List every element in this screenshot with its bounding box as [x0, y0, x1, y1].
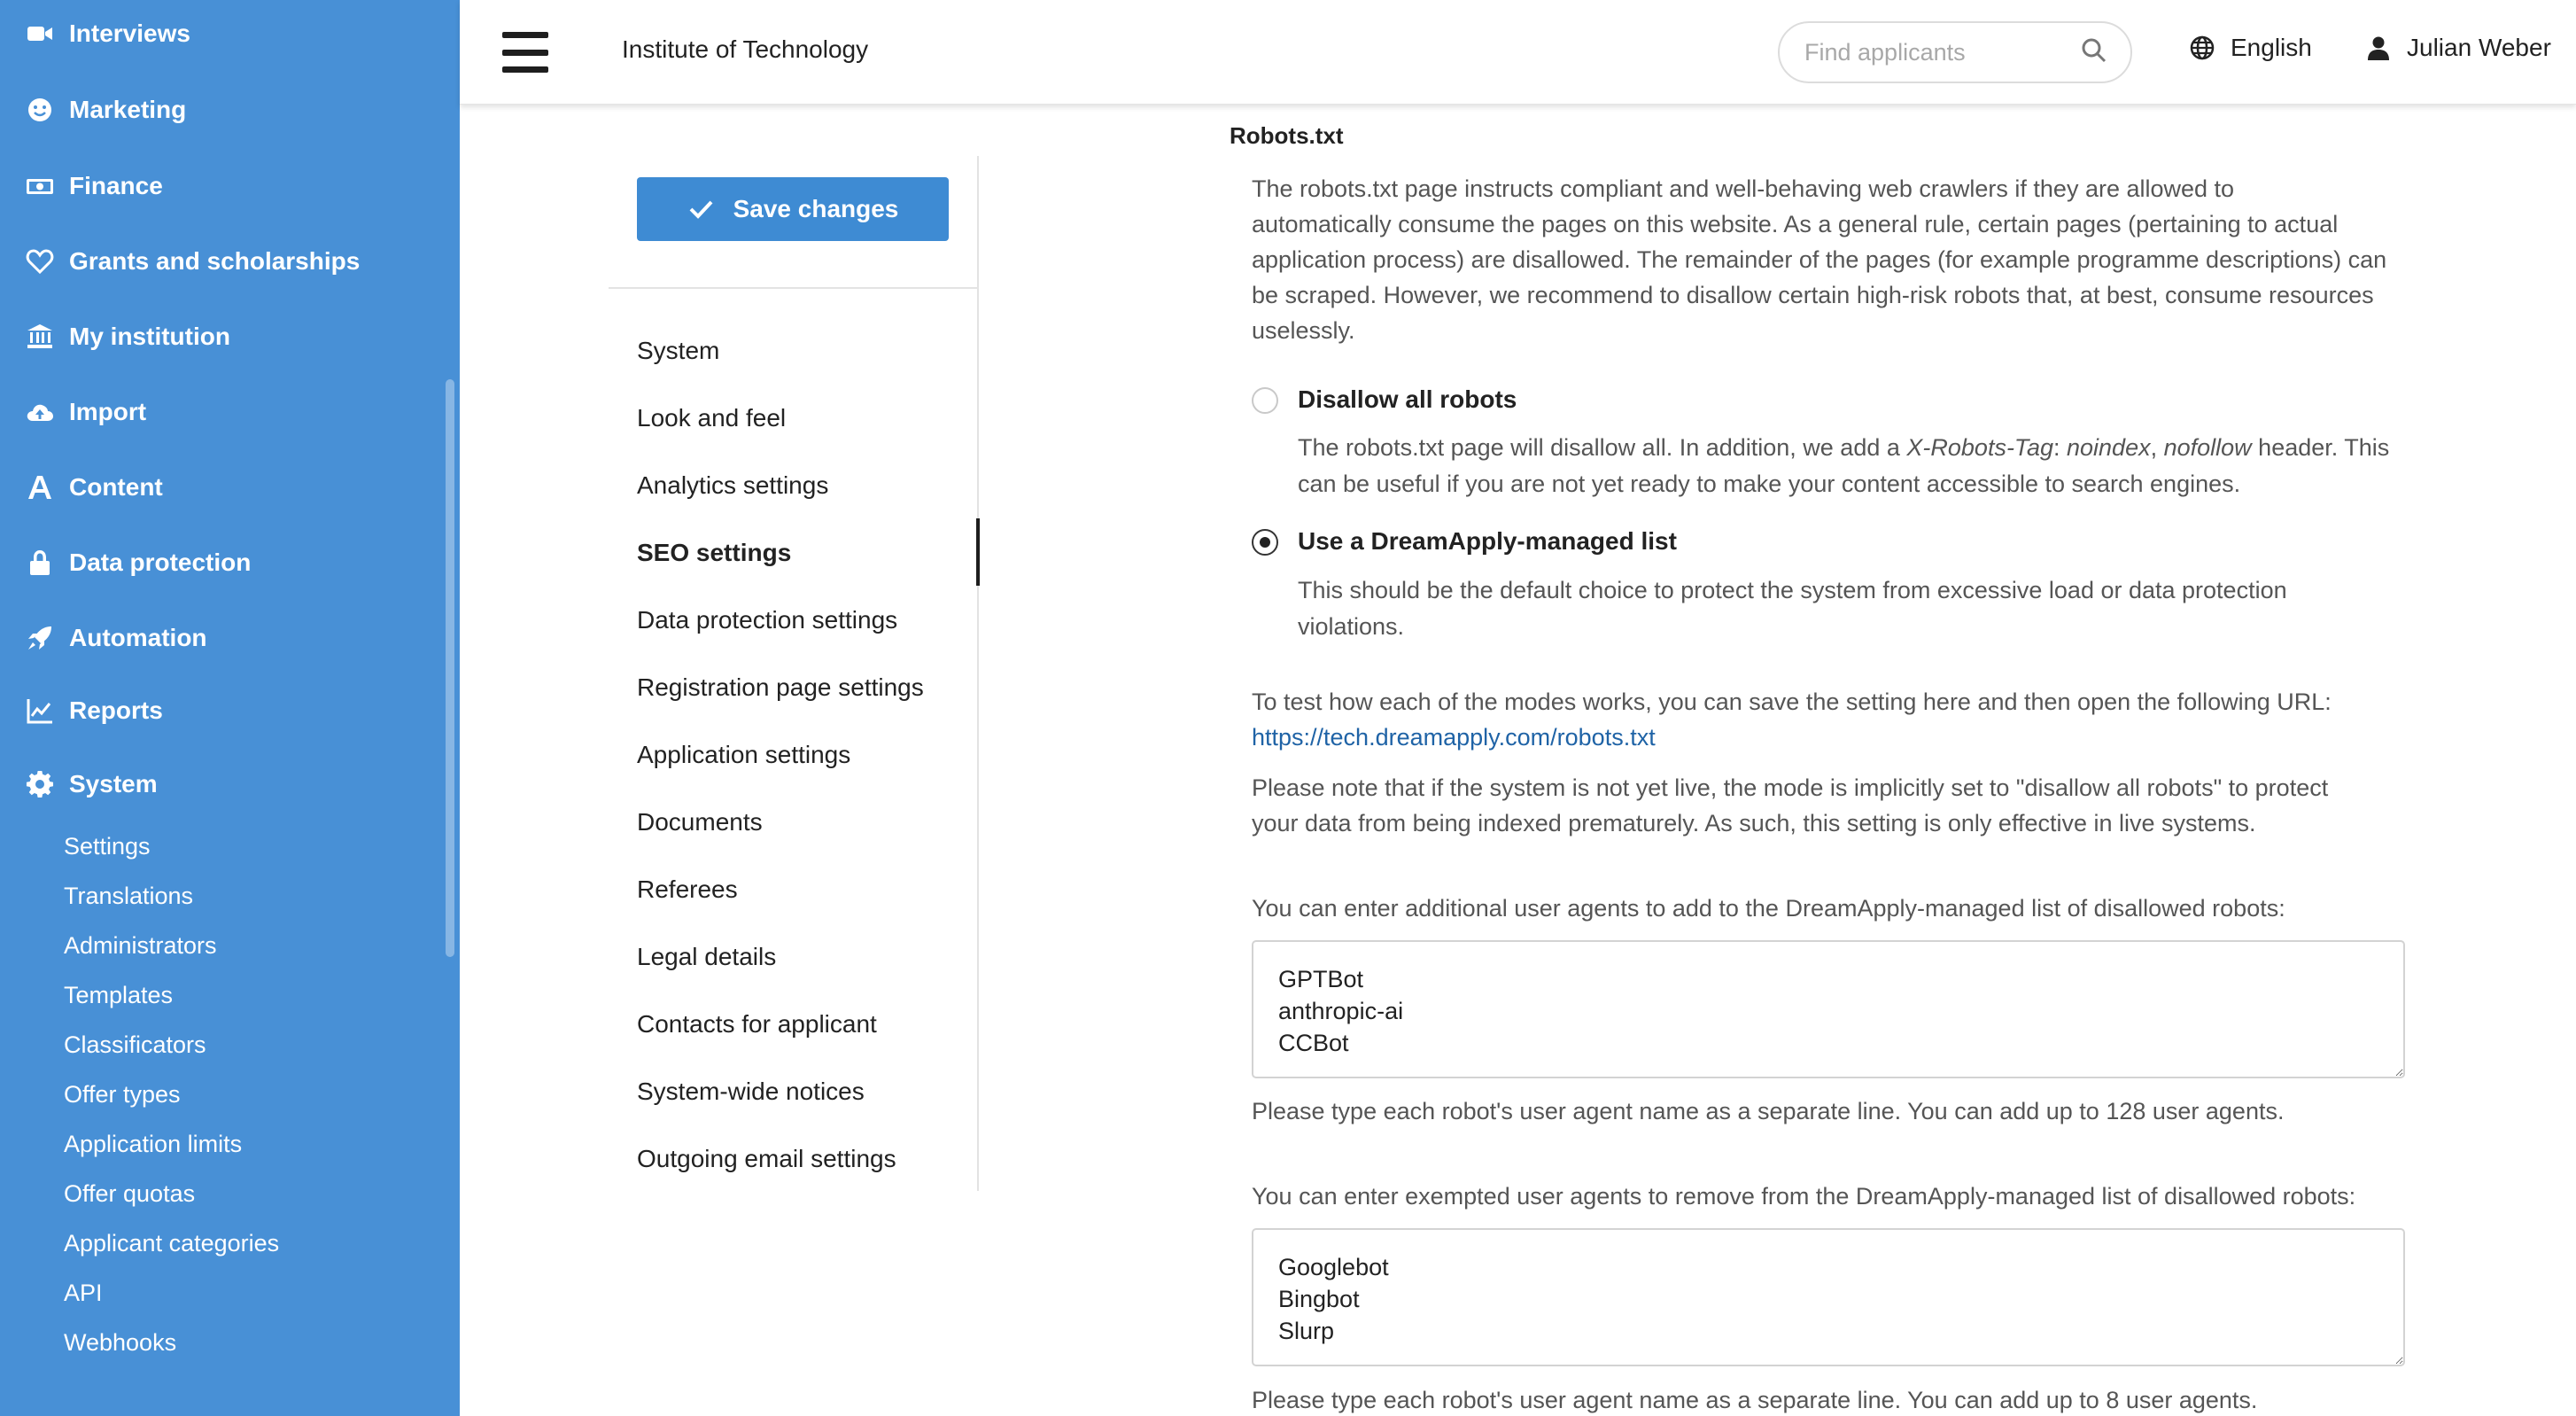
hamburger-menu-button[interactable]	[502, 32, 548, 73]
intro-line: automatically consume the pages on this website. As a general rule, certain pages (pertaining to actual	[1252, 211, 2339, 237]
intro-line: application process) are disallowed. The remainder of the pages (for example programme descriptions) can	[1252, 246, 2387, 273]
user-name: Julian Weber	[2407, 34, 2551, 61]
robots-url-link[interactable]: https://tech.dreamapply.com/robots.txt	[1252, 724, 1656, 751]
sidebar-item-label: Import	[69, 398, 147, 425]
gear-icon	[25, 769, 55, 799]
subnav-item-outgoing-email-settings[interactable]: Outgoing email settings	[637, 1145, 896, 1172]
subnav-item-analytics-settings[interactable]: Analytics settings	[637, 471, 829, 499]
heart-icon	[25, 246, 55, 276]
subnav-item-data-protection-settings[interactable]: Data protection settings	[637, 606, 898, 634]
save-button-label: Save changes	[733, 195, 899, 222]
additional-user-agents-textarea[interactable]	[1252, 940, 2405, 1078]
section-title: Robots.txt	[1230, 122, 1344, 149]
subnav-border	[977, 156, 979, 1191]
radio-disallow-all-robots[interactable]	[1252, 387, 1278, 414]
intro-line: uselessly.	[1252, 317, 1355, 344]
sidebar-item-label: Finance	[69, 172, 163, 199]
video-camera-icon	[25, 19, 55, 49]
exempted-agents-help: Please type each robot's user agent name as a separate line. You can add up to 8 user agents.	[1252, 1387, 2258, 1413]
sidebar-subitem-translations[interactable]: Translations	[64, 882, 194, 909]
intro-line: be scraped. However, we recommend to disallow certain high-risk robots that, at best, consume resources	[1252, 282, 2374, 308]
checkmark-icon	[687, 196, 714, 222]
exempted-agents-label: You can enter exempted user agents to remove from the DreamApply-managed list of disallowed robots:	[1252, 1183, 2356, 1210]
sidebar-item-label: Data protection	[69, 549, 252, 576]
additional-agents-label: You can enter additional user agents to add to the DreamApply-managed list of disallowed robots:	[1252, 895, 2285, 922]
intro-line: The robots.txt page instructs compliant and well-behaving web crawlers if they are allowed to	[1252, 175, 2235, 202]
sidebar-item-label: My institution	[69, 323, 230, 350]
sidebar-subitem-offer-types[interactable]: Offer types	[64, 1080, 181, 1108]
managed-description-line: violations.	[1298, 613, 1405, 640]
sidebar-item-label: Marketing	[69, 96, 187, 123]
test-instruction: To test how each of the modes works, you can save the setting here and then open the following URL:	[1252, 689, 2332, 715]
sidebar-subitem-application-limits[interactable]: Application limits	[64, 1130, 243, 1157]
font-icon	[25, 472, 55, 502]
sidebar-subitem-webhooks[interactable]: Webhooks	[64, 1328, 177, 1356]
institution-name: Institute of Technology	[622, 35, 869, 63]
sidebar	[0, 0, 460, 1416]
save-changes-button[interactable]	[637, 177, 949, 241]
sidebar-item-data-protection[interactable]	[25, 536, 251, 589]
search-icon[interactable]	[2081, 37, 2107, 68]
sidebar-item-finance[interactable]	[25, 159, 163, 213]
managed-description-line: This should be the default choice to protect the system from excessive load or data protection	[1298, 577, 2287, 603]
sidebar-item-content[interactable]	[25, 461, 163, 514]
smiley-icon	[25, 95, 55, 125]
sidebar-scrollbar[interactable]	[446, 379, 454, 957]
globe-icon	[2190, 35, 2215, 60]
subnav-item-documents[interactable]: Documents	[637, 808, 763, 836]
subnav-item-referees[interactable]: Referees	[637, 875, 738, 903]
sidebar-subitem-offer-quotas[interactable]: Offer quotas	[64, 1179, 196, 1207]
sidebar-item-import[interactable]	[25, 385, 146, 439]
sidebar-subitem-classificators[interactable]: Classificators	[64, 1031, 206, 1058]
user-icon	[2366, 35, 2391, 60]
sidebar-subitem-templates[interactable]: Templates	[64, 981, 174, 1008]
user-menu[interactable]	[2366, 34, 2551, 62]
sidebar-item-label: System	[69, 770, 158, 797]
exempted-user-agents-textarea[interactable]	[1252, 1228, 2405, 1366]
subnav-item-application-settings[interactable]: Application settings	[637, 741, 851, 768]
subnav-item-look-and-feel[interactable]: Look and feel	[637, 404, 787, 432]
sidebar-item-reports[interactable]	[25, 684, 163, 737]
sidebar-item-marketing[interactable]	[25, 83, 186, 136]
note-line: Please note that if the system is not yet live, the mode is implicitly set to "disallow all robots" to protect	[1252, 774, 2329, 801]
sidebar-subitem-api[interactable]: API	[64, 1279, 103, 1306]
disallow-description-line2: can be useful if you are not yet ready to make your content accessible to search engines.	[1298, 471, 2241, 497]
language-label: English	[2231, 34, 2312, 61]
subnav-item-registration-page-settings[interactable]: Registration page settings	[637, 673, 924, 701]
language-selector[interactable]	[2190, 34, 2312, 62]
subnav-item-contacts-for-applicant[interactable]: Contacts for applicant	[637, 1010, 877, 1038]
sidebar-subitem-administrators[interactable]: Administrators	[64, 931, 217, 959]
rocket-icon	[25, 623, 55, 653]
radio-managed-list[interactable]	[1252, 529, 1278, 556]
sidebar-subitem-applicant-categories[interactable]: Applicant categories	[64, 1229, 280, 1257]
robots-url-container	[1252, 720, 1656, 755]
subnav-item-system[interactable]: System	[637, 337, 720, 364]
radio-label-managed-list[interactable]: Use a DreamApply-managed list	[1298, 527, 1677, 555]
sidebar-item-label: Grants and scholarships	[69, 247, 361, 275]
sidebar-item-my-institution[interactable]	[25, 310, 230, 363]
radio-label-disallow-all[interactable]: Disallow all robots	[1298, 385, 1517, 413]
search-input[interactable]	[1804, 39, 2081, 66]
subnav-divider	[609, 287, 979, 289]
subnav-item-seo-settings[interactable]: SEO settings	[637, 539, 792, 566]
sidebar-item-automation[interactable]	[25, 611, 207, 665]
lock-icon	[25, 548, 55, 578]
sidebar-item-label: Automation	[69, 624, 207, 651]
sidebar-item-system[interactable]	[25, 758, 158, 811]
top-header	[460, 0, 2576, 105]
note-line: your data from being indexed prematurely. As such, this setting is only effective in live systems.	[1252, 810, 2256, 836]
sidebar-item-interviews[interactable]	[25, 7, 190, 60]
sidebar-item-grants[interactable]	[25, 235, 360, 288]
subnav-item-legal-details[interactable]: Legal details	[637, 943, 777, 970]
sidebar-item-label: Reports	[69, 696, 163, 724]
disallow-description-line1: The robots.txt page will disallow all. In addition, we add a X-Robots-Tag: noindex, nofollow header. This	[1298, 434, 2390, 461]
subnav-active-indicator	[976, 518, 980, 586]
money-icon	[25, 171, 55, 201]
university-icon	[25, 322, 55, 352]
search-box[interactable]	[1778, 21, 2132, 83]
sidebar-item-label: Content	[69, 473, 163, 501]
sidebar-item-label: Interviews	[69, 19, 190, 47]
additional-agents-help: Please type each robot's user agent name as a separate line. You can add up to 128 user agents.	[1252, 1098, 2285, 1124]
cloud-upload-icon	[25, 397, 55, 427]
line-chart-icon	[25, 696, 55, 726]
sidebar-subitem-settings[interactable]: Settings	[64, 832, 151, 860]
subnav-item-system-wide-notices[interactable]: System-wide notices	[637, 1078, 865, 1105]
